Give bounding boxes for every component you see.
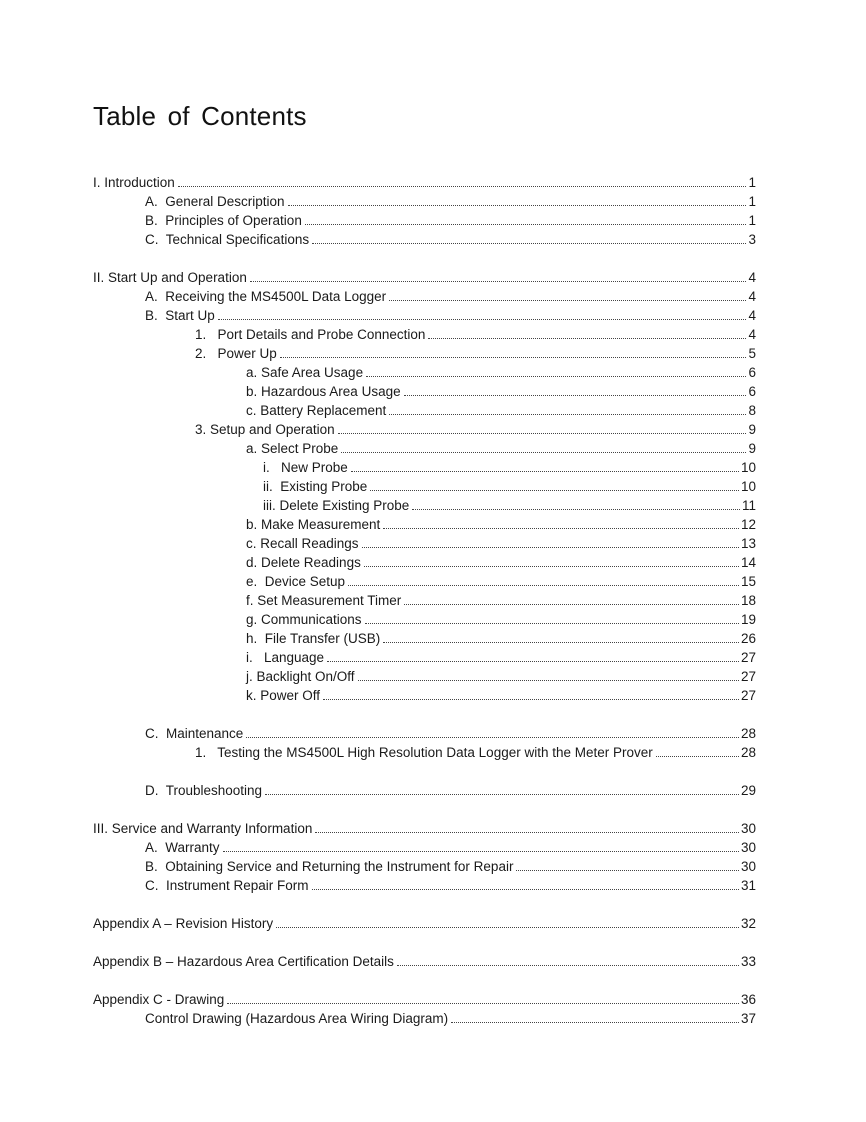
toc-entry-page: 27 <box>740 688 756 703</box>
toc-leader <box>348 585 739 586</box>
toc-leader <box>358 680 739 681</box>
toc-entry-label: b. Make Measurement <box>246 517 381 532</box>
toc-entry-label: b. Hazardous Area Usage <box>246 384 401 399</box>
toc-entry-label: i. Language <box>246 650 325 665</box>
toc-entry[interactable] <box>145 286 756 305</box>
toc-entry[interactable] <box>195 343 756 362</box>
toc-entry-page: 33 <box>740 954 756 969</box>
toc-leader <box>227 1003 739 1004</box>
toc-leader <box>404 604 739 605</box>
toc-entry-page: 12 <box>740 517 756 532</box>
toc-leader <box>312 243 746 244</box>
toc-entry-label: A. Warranty <box>145 840 220 855</box>
toc-entry-label: e. Device Setup <box>246 574 346 589</box>
toc-entry-page: 27 <box>740 650 756 665</box>
toc-entry[interactable] <box>263 495 756 514</box>
toc-entry-label: Appendix A – Revision History <box>93 916 274 931</box>
toc-entry-label: B. Start Up <box>145 308 215 323</box>
toc-entry-label: C. Maintenance <box>145 726 244 741</box>
toc-leader <box>288 205 747 206</box>
toc-entry-page: 1 <box>748 194 756 209</box>
toc-entry[interactable] <box>145 875 756 894</box>
toc-entry[interactable] <box>246 552 756 571</box>
toc-entry-label: a. Select Probe <box>246 441 339 456</box>
toc-entry[interactable] <box>246 590 756 609</box>
toc-entry-page: 15 <box>740 574 756 589</box>
toc-leader <box>412 509 740 510</box>
toc-entry-label: C. Instrument Repair Form <box>145 878 309 893</box>
toc-entry[interactable] <box>246 362 756 381</box>
toc-entry[interactable] <box>246 438 756 457</box>
toc-entry-label: k. Power Off <box>246 688 321 703</box>
toc-leader <box>404 395 747 396</box>
toc-leader <box>656 756 739 757</box>
toc-entry-label: 1. Port Details and Probe Connection <box>195 327 426 342</box>
toc-entry[interactable] <box>93 818 756 837</box>
toc-leader <box>383 528 739 529</box>
toc-entry-label: II. Start Up and Operation <box>93 270 247 285</box>
toc-entry[interactable] <box>246 685 756 704</box>
toc-entry-page: 5 <box>748 346 756 361</box>
toc-entry-label: g. Communications <box>246 612 362 627</box>
toc-entry[interactable] <box>246 381 756 400</box>
toc-entry-page: 3 <box>748 232 756 247</box>
toc-entry[interactable] <box>246 514 756 533</box>
toc-leader <box>178 186 747 187</box>
toc-entry-label: I. Introduction <box>93 175 175 190</box>
toc-entry-page: 4 <box>748 308 756 323</box>
toc-leader <box>383 642 739 643</box>
toc-entry[interactable] <box>145 1008 756 1027</box>
toc-leader <box>323 699 739 700</box>
toc-entry[interactable] <box>195 742 756 761</box>
toc-entry[interactable] <box>246 533 756 552</box>
toc-entry-page: 19 <box>740 612 756 627</box>
toc-leader <box>276 927 739 928</box>
toc-entry[interactable] <box>145 191 756 210</box>
toc-entry-label: j. Backlight On/Off <box>246 669 355 684</box>
toc-entry[interactable] <box>145 723 756 742</box>
toc-entry-label: A. General Description <box>145 194 285 209</box>
toc-entry-page: 1 <box>748 175 756 190</box>
toc-entry[interactable] <box>195 324 756 343</box>
toc-leader <box>312 889 739 890</box>
toc-entry[interactable] <box>145 780 756 799</box>
toc-entry[interactable] <box>263 476 756 495</box>
toc-leader <box>428 338 746 339</box>
toc-leader <box>516 870 739 871</box>
toc-entry-page: 28 <box>740 745 756 760</box>
toc-entry-label: 1. Testing the MS4500L High Resolution Data Logger with the Meter Prover <box>195 745 653 760</box>
toc-entry-page: 9 <box>748 422 756 437</box>
toc-leader <box>341 452 746 453</box>
toc-entry-page: 30 <box>740 821 756 836</box>
toc-leader <box>250 281 747 282</box>
toc-entry-label: i. New Probe <box>263 460 348 475</box>
toc-entry-label: c. Recall Readings <box>246 536 359 551</box>
toc-entry-page: 6 <box>748 384 756 399</box>
toc-entry[interactable] <box>93 913 756 932</box>
toc-leader <box>364 566 739 567</box>
toc-entry-page: 4 <box>748 289 756 304</box>
toc-entry-label: d. Delete Readings <box>246 555 361 570</box>
toc-entry-label: f. Set Measurement Timer <box>246 593 402 608</box>
toc-entry[interactable] <box>145 305 756 324</box>
toc-entry[interactable] <box>93 989 756 1008</box>
toc-leader <box>218 319 747 320</box>
toc-leader <box>370 490 739 491</box>
toc-entry-page: 37 <box>740 1011 756 1026</box>
toc-entry[interactable] <box>145 856 756 875</box>
toc-entry-page: 26 <box>740 631 756 646</box>
toc-leader <box>315 832 739 833</box>
toc-entry-page: 6 <box>748 365 756 380</box>
toc-entry-label: iii. Delete Existing Probe <box>263 498 410 513</box>
toc-entry-label: ii. Existing Probe <box>263 479 368 494</box>
toc-leader <box>365 623 739 624</box>
toc-entry-page: 14 <box>740 555 756 570</box>
toc-entry[interactable] <box>145 210 756 229</box>
toc-entry-page: 31 <box>740 878 756 893</box>
toc-entry-page: 28 <box>740 726 756 741</box>
toc-entry-label: c. Battery Replacement <box>246 403 387 418</box>
toc-entry[interactable] <box>246 647 756 666</box>
toc-leader <box>451 1022 739 1023</box>
toc-entry-label: A. Receiving the MS4500L Data Logger <box>145 289 387 304</box>
toc-leader <box>389 300 746 301</box>
toc-leader <box>366 376 746 377</box>
toc-entry[interactable] <box>93 267 756 286</box>
toc-leader <box>362 547 739 548</box>
toc-entry-page: 11 <box>741 498 756 513</box>
toc-entry-label: C. Technical Specifications <box>145 232 310 247</box>
toc-leader <box>397 965 739 966</box>
toc-entry-label: III. Service and Warranty Information <box>93 821 313 836</box>
toc-entry-label: 3. Setup and Operation <box>195 422 335 437</box>
toc-leader <box>246 737 739 738</box>
toc-entry-label: Appendix C - Drawing <box>93 992 225 1007</box>
toc-entry-page: 30 <box>740 840 756 855</box>
toc-entry[interactable] <box>195 419 756 438</box>
page-title: Table of Contents <box>93 101 307 131</box>
toc-leader <box>265 794 739 795</box>
toc-entry-label: D. Troubleshooting <box>145 783 263 798</box>
toc-entry-page: 32 <box>740 916 756 931</box>
toc-entry[interactable] <box>263 457 756 476</box>
toc-leader <box>280 357 747 358</box>
toc-entry-label: h. File Transfer (USB) <box>246 631 381 646</box>
toc-entry-page: 9 <box>748 441 756 456</box>
toc-leader <box>351 471 739 472</box>
toc-entry-label: 2. Power Up <box>195 346 277 361</box>
toc-leader <box>338 433 747 434</box>
toc-entry-label: B. Principles of Operation <box>145 213 302 228</box>
toc-leader <box>223 851 739 852</box>
toc-entry[interactable] <box>246 666 756 685</box>
toc-entry-label: a. Safe Area Usage <box>246 365 364 380</box>
toc-entry-page: 27 <box>740 669 756 684</box>
toc-entry-page: 30 <box>740 859 756 874</box>
toc-leader <box>389 414 746 415</box>
toc-entry[interactable] <box>93 172 756 191</box>
toc-entry[interactable] <box>145 837 756 856</box>
toc-entry[interactable] <box>246 628 756 647</box>
toc-entry-page: 18 <box>740 593 756 608</box>
toc-leader <box>305 224 747 225</box>
toc-leader <box>327 661 739 662</box>
toc-entry-label: Appendix B – Hazardous Area Certification Details <box>93 954 394 969</box>
toc-entry[interactable] <box>145 229 756 248</box>
toc-entry-page: 4 <box>748 270 756 285</box>
toc-entry-label: B. Obtaining Service and Returning the Instrument for Repair <box>145 859 514 874</box>
toc-entry-page: 13 <box>740 536 756 551</box>
toc-entry-page: 8 <box>748 403 756 418</box>
toc-entry-page: 4 <box>748 327 756 342</box>
toc-entry[interactable] <box>93 951 756 970</box>
toc-entry-page: 10 <box>740 479 756 494</box>
toc-entry[interactable] <box>246 571 756 590</box>
toc-entry-label: Control Drawing (Hazardous Area Wiring Diagram) <box>145 1011 449 1026</box>
toc-entry-page: 10 <box>740 460 756 475</box>
toc-entry-page: 29 <box>740 783 756 798</box>
toc-entry[interactable] <box>246 609 756 628</box>
toc-entry-page: 1 <box>748 213 756 228</box>
toc-entry-page: 36 <box>740 992 756 1007</box>
toc-entry[interactable] <box>246 400 756 419</box>
